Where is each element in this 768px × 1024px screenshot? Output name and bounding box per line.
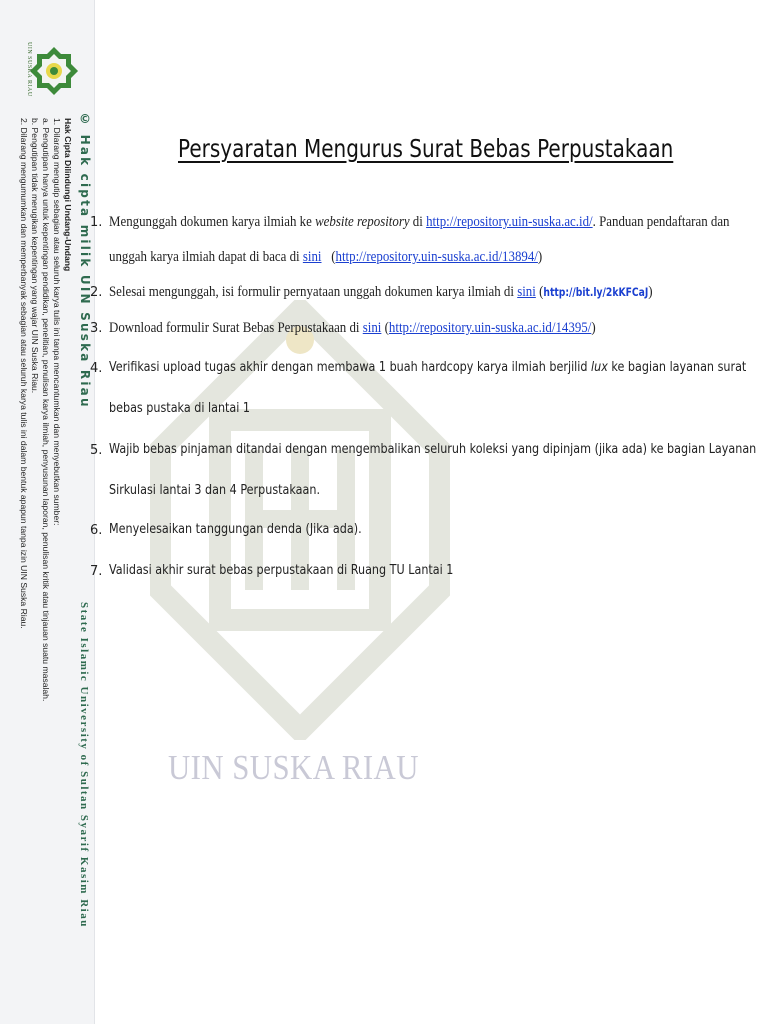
item-text-line: Sirkulasi lantai 3 dan 4 Perpustakaan. xyxy=(109,483,320,498)
item-text-line: unggah karya ilmiah dapat di baca di sini (http://repository.uin-suska.ac.id/13894/) xyxy=(109,249,543,265)
copyright-notice: © Hak cipta milik UIN Suska Riau xyxy=(78,112,92,409)
item-text-line: Verifikasi upload tugas akhir dengan membawa 1 buah hardcopy karya ilmiah berjilid lux ke bagian layanan surat xyxy=(109,360,747,375)
item-text-line: Validasi akhir surat bebas perpustakaan di Ruang TU Lantai 1 xyxy=(109,563,454,578)
item-number: 7. xyxy=(90,564,103,579)
watermark-text: UIN SUSKA RIAU xyxy=(168,748,419,787)
legal-clause-1a: a. Pengutipan hanya untuk kepentingan pendidikan, penelitian, penulisan karya ilmiah, penyusunan laporan, penulisan kritik atau tinjauan suatu masalah. xyxy=(41,118,51,702)
item-number: 2. xyxy=(90,285,103,300)
item-text-line: Download formulir Surat Bebas Perpustakaan di sini (http://repository.uin-suska.ac.id/14395/) xyxy=(109,320,596,336)
item-text-line: Wajib bebas pinjaman ditandai dengan mengembalikan seluruh koleksi yang dipinjam (jika ada) ke bagian Layanan xyxy=(109,442,757,457)
item-number: 1. xyxy=(90,215,103,230)
guide-link[interactable]: http://repository.uin-suska.ac.id/13894/ xyxy=(335,249,538,265)
form-link[interactable]: http://bit.ly/2kKFCaJ xyxy=(543,285,649,299)
legal-clause-1: 1. Dilarang mengutip sebagian atau seluruh karya tulis ini tanpa mencantumkan dan menyebutkan sumber: xyxy=(52,118,62,526)
item-number: 5. xyxy=(90,443,103,458)
item-text-line: Selesai mengunggah, isi formulir pernyataan unggah dokumen karya ilmiah di sini (http://bit.ly/2kKFCaJ) xyxy=(109,284,653,300)
legal-clause-2: 2. Dilarang mengumumkan dan memperbanyak sebagian atau seluruh karya tulis ini dalam bentuk apapun tanpa izin UIN Suska Riau. xyxy=(19,118,29,629)
sini-link[interactable]: sini xyxy=(362,320,382,336)
download-form-link[interactable]: http://repository.uin-suska.ac.id/14395/ xyxy=(388,320,592,336)
university-name: State Islamic University of Sultan Syarif Kasim Riau xyxy=(78,602,90,928)
copyright-sidebar xyxy=(0,0,95,1024)
item-text-line: bebas pustaka di lantai 1 xyxy=(109,401,251,416)
item-text-line: Mengunggah dokumen karya ilmiah ke website repository di http://repository.uin-suska.ac.id/. Panduan pendaftaran dan xyxy=(109,214,730,230)
item-number: 4. xyxy=(90,361,103,376)
sini-link[interactable]: sini xyxy=(302,249,322,265)
item-text-line: Menyelesaikan tanggungan denda (Jika ada). xyxy=(109,522,362,537)
sini-link[interactable]: sini xyxy=(517,284,536,300)
logo-caption: UIN SUSKA RIAU xyxy=(26,42,32,97)
item-number: 3. xyxy=(90,321,103,336)
legal-clause-1b: b. Pengutipan tidak merugikan kepentingan yang wajar UIN Suska Riau. xyxy=(30,118,40,394)
legal-title: Hak Cipta Dilindungi Undang-Undang xyxy=(63,118,73,272)
repository-link[interactable]: http://repository.uin-suska.ac.id/ xyxy=(426,214,593,230)
item-number: 6. xyxy=(90,523,103,538)
page-title: Persyaratan Mengurus Surat Bebas Perpustakaan xyxy=(178,134,674,163)
